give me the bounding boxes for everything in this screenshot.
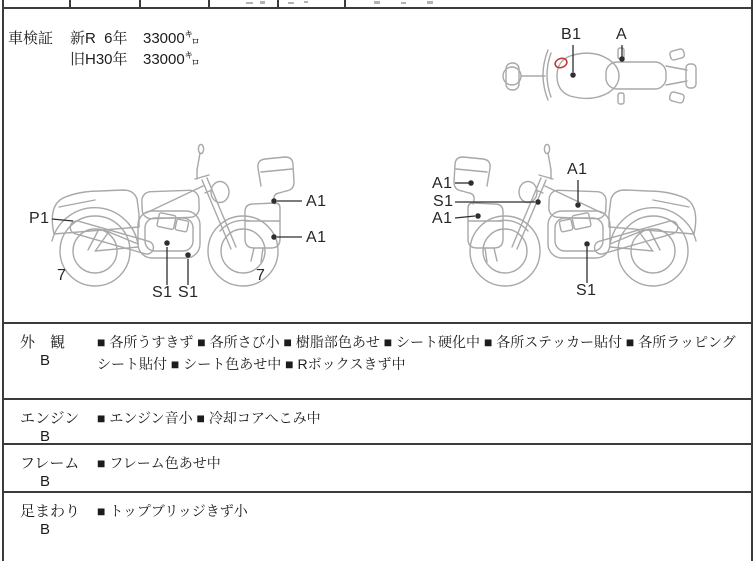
motorcycle-top-view	[503, 48, 696, 104]
label-p1: P1	[29, 210, 50, 227]
section-exterior	[2, 322, 753, 398]
label-seven-left: 7	[57, 267, 67, 284]
shaken-label: 車検証	[8, 30, 54, 47]
shaken-old-odo: 33000㌔	[143, 51, 200, 68]
label-s1-b: S1	[178, 284, 199, 301]
label-b1-topview: B1	[561, 26, 582, 43]
section-frame	[2, 443, 753, 491]
section-items: ■ 各所うすきず ■ 各所さび小 ■ 樹脂部色あせ ■ シート硬化中 ■ 各所ステッカー貼付 ■ 各所ラッピングシート貼付 ■ シート色あせ中 ■ Rボックスきず中	[97, 334, 736, 372]
label-a1-top: A1	[567, 161, 588, 178]
label-seven-right: 7	[256, 267, 266, 284]
label-s1-a: S1	[152, 284, 173, 301]
annotation-leader-lines	[52, 45, 624, 285]
section-label: 外 観	[20, 334, 66, 351]
shaken-new-odo: 33000㌔	[143, 30, 200, 47]
section-label: 足まわり	[20, 503, 81, 520]
label-a-topview: A	[616, 26, 628, 43]
section-items: ■ トップブリッジきず小	[97, 503, 248, 519]
section-grade: B	[40, 352, 51, 369]
section-grade: B	[40, 521, 51, 538]
label-a1-upper: A1	[306, 193, 327, 210]
section-engine	[2, 398, 753, 443]
section-label: エンジン	[20, 410, 80, 427]
shaken-new-era: 新R 6年	[70, 30, 128, 47]
section-label: フレーム	[20, 455, 80, 472]
label-a1-right-2: A1	[432, 210, 453, 227]
section-grade: B	[40, 428, 51, 445]
section-items: ■ フレーム色あせ中	[97, 455, 221, 471]
label-a1-lower: A1	[306, 229, 327, 246]
label-s1-right-1: S1	[433, 193, 454, 210]
section-undercarriage	[2, 491, 753, 561]
label-a1-right-1: A1	[432, 175, 453, 192]
section-grade: B	[40, 473, 51, 490]
section-items: ■ エンジン音小 ■ 冷却コアへこみ中	[97, 410, 321, 426]
shaken-old-era: 旧H30年	[70, 51, 128, 68]
label-s1-bottom: S1	[576, 282, 597, 299]
motorcycle-side-view-left	[52, 144, 294, 286]
